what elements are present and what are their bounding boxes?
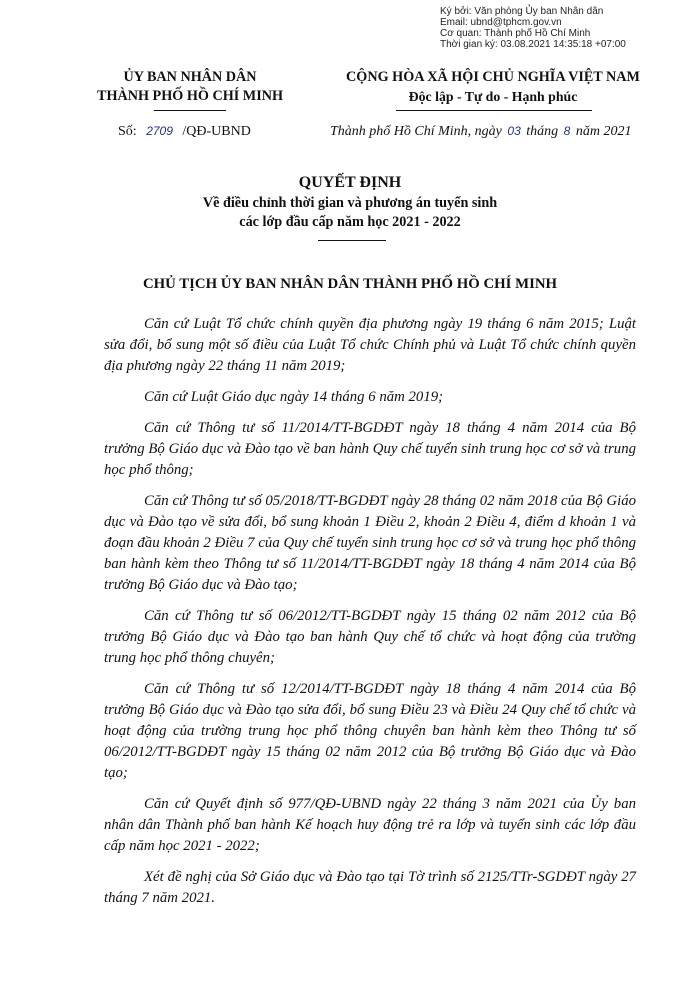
doc-number-suffix: /QĐ-UBND [182, 124, 251, 139]
title-subject-line-2: các lớp đầu cấp năm học 2021 - 2022 [239, 214, 461, 230]
date-place: Thành phố Hồ Chí Minh, ngày [330, 124, 502, 139]
signature-signer: Ký bởi: Văn phòng Ủy ban Nhân dân [440, 6, 604, 17]
issuing-authority: CHỦ TỊCH ỦY BAN NHÂN DÂN THÀNH PHỐ HỒ CHÍ MINH [142, 276, 558, 292]
signature-time: Thời gian ký: 03.08.2021 14:35:18 +07:00 [440, 39, 626, 50]
doc-number-prefix: Số: [118, 124, 137, 139]
preamble-paragraph: Căn cứ Luật Tổ chức chính quyền địa phương ngày 19 tháng 6 năm 2015; Luật sửa đổi, bổ sung một số điều của Luật Tổ chức Chính phủ và Luật Tổ chức chính quyền địa phương ngày 22 tháng 11 năm 2019; [104, 316, 636, 374]
title-underline [318, 240, 386, 241]
date-month-word: tháng [526, 124, 559, 139]
preamble-paragraph: Căn cứ Luật Giáo dục ngày 14 tháng 6 năm 2019; [144, 389, 444, 405]
preamble-paragraph: Căn cứ Thông tư số 11/2014/TT-BGDĐT ngày 18 tháng 4 năm 2014 của Bộ trưởng Bộ Giáo dục và Đào tạo về ban hành Quy chế tuyển sinh trung học cơ sở và trung học phổ thông; [104, 420, 636, 478]
preamble-paragraph: Xét đề nghị của Sở Giáo dục và Đào tạo tại Tờ trình số 2125/TTr-SGDĐT ngày 27 tháng 7 năm 2021. [104, 869, 636, 906]
doc-number-handwritten: 2709 [146, 124, 173, 138]
date-line [330, 124, 631, 140]
preamble-body [104, 314, 636, 919]
title-heading: QUYẾT ĐỊNH [298, 174, 402, 191]
preamble-paragraph: Căn cứ Thông tư số 12/2014/TT-BGDĐT ngày 18 tháng 4 năm 2014 của Bộ trưởng Bộ Giáo dục và Đào tạo sửa đổi, bổ sung Điều 23 và Điều 24 Quy chế tổ chức và hoạt động của trường trung học phổ thông chuyên ban hành kèm theo Thông tư số 06/2012/TT-BGDĐT ngày 15 tháng 02 năm 2012 của Bộ trưởng Bộ Giáo dục và Đào tạo; [104, 681, 636, 781]
preamble-paragraph: Căn cứ Quyết định số 977/QĐ-UBND ngày 22 tháng 3 năm 2021 của Ủy ban nhân dân Thành phố ban hành Kế hoạch huy động trẻ ra lớp và tuyển sinh các lớp đầu cấp năm học 2021 - 2022; [104, 796, 636, 854]
nation-header [320, 68, 666, 106]
document-number [118, 124, 251, 140]
nation-name: CỘNG HÒA XÃ HỘI CHỦ NGHĨA VIỆT NAM [346, 69, 640, 85]
nation-motto: Độc lập - Tự do - Hạnh phúc [408, 89, 578, 104]
issuer-line-2: THÀNH PHỐ HỒ CHÍ MINH [96, 88, 284, 104]
date-year: năm 2021 [575, 124, 632, 139]
preamble-paragraph: Căn cứ Thông tư số 05/2018/TT-BGDĐT ngày 28 tháng 02 năm 2018 của Bộ Giáo dục và Đào tạo về sửa đổi, bổ sung khoản 1 Điều 2, khoản 2 Điều 4, điểm d khoản 1 và đoạn đầu khoản 2 Điều 7 của Quy chế tuyển sinh trung học cơ sở và trung học phổ thông ban hành kèm theo Thông tư số 11/2014/TT-BGDĐT ngày 18 tháng 4 năm 2014 của Bộ trưởng Bộ Giáo dục và Đào tạo; [104, 493, 636, 593]
issuer-underline [154, 110, 226, 111]
motto-underline [396, 110, 592, 111]
date-day-handwritten: 03 [507, 124, 521, 138]
signature-agency: Cơ quan: Thành phố Hồ Chí Minh [440, 28, 591, 39]
signature-email: Email: ubnd@tphcm.gov.vn [440, 17, 562, 28]
date-month-handwritten: 8 [563, 124, 571, 138]
title-subject-line-1: Về điều chỉnh thời gian và phương án tuyển sinh [202, 195, 498, 211]
preamble-paragraph: Căn cứ Thông tư số 06/2012/TT-BGDĐT ngày 15 tháng 02 năm 2012 của Bộ trưởng Bộ Giáo dục và Đào tạo ban hành Quy chế tổ chức và hoạt động của trường trung học phổ thông chuyên; [104, 608, 636, 666]
issuer-header [90, 68, 290, 106]
issuer-line-1: ỦY BAN NHÂN DÂN [123, 69, 257, 85]
decision-title [100, 172, 600, 232]
digital-signature-stamp [440, 6, 692, 50]
